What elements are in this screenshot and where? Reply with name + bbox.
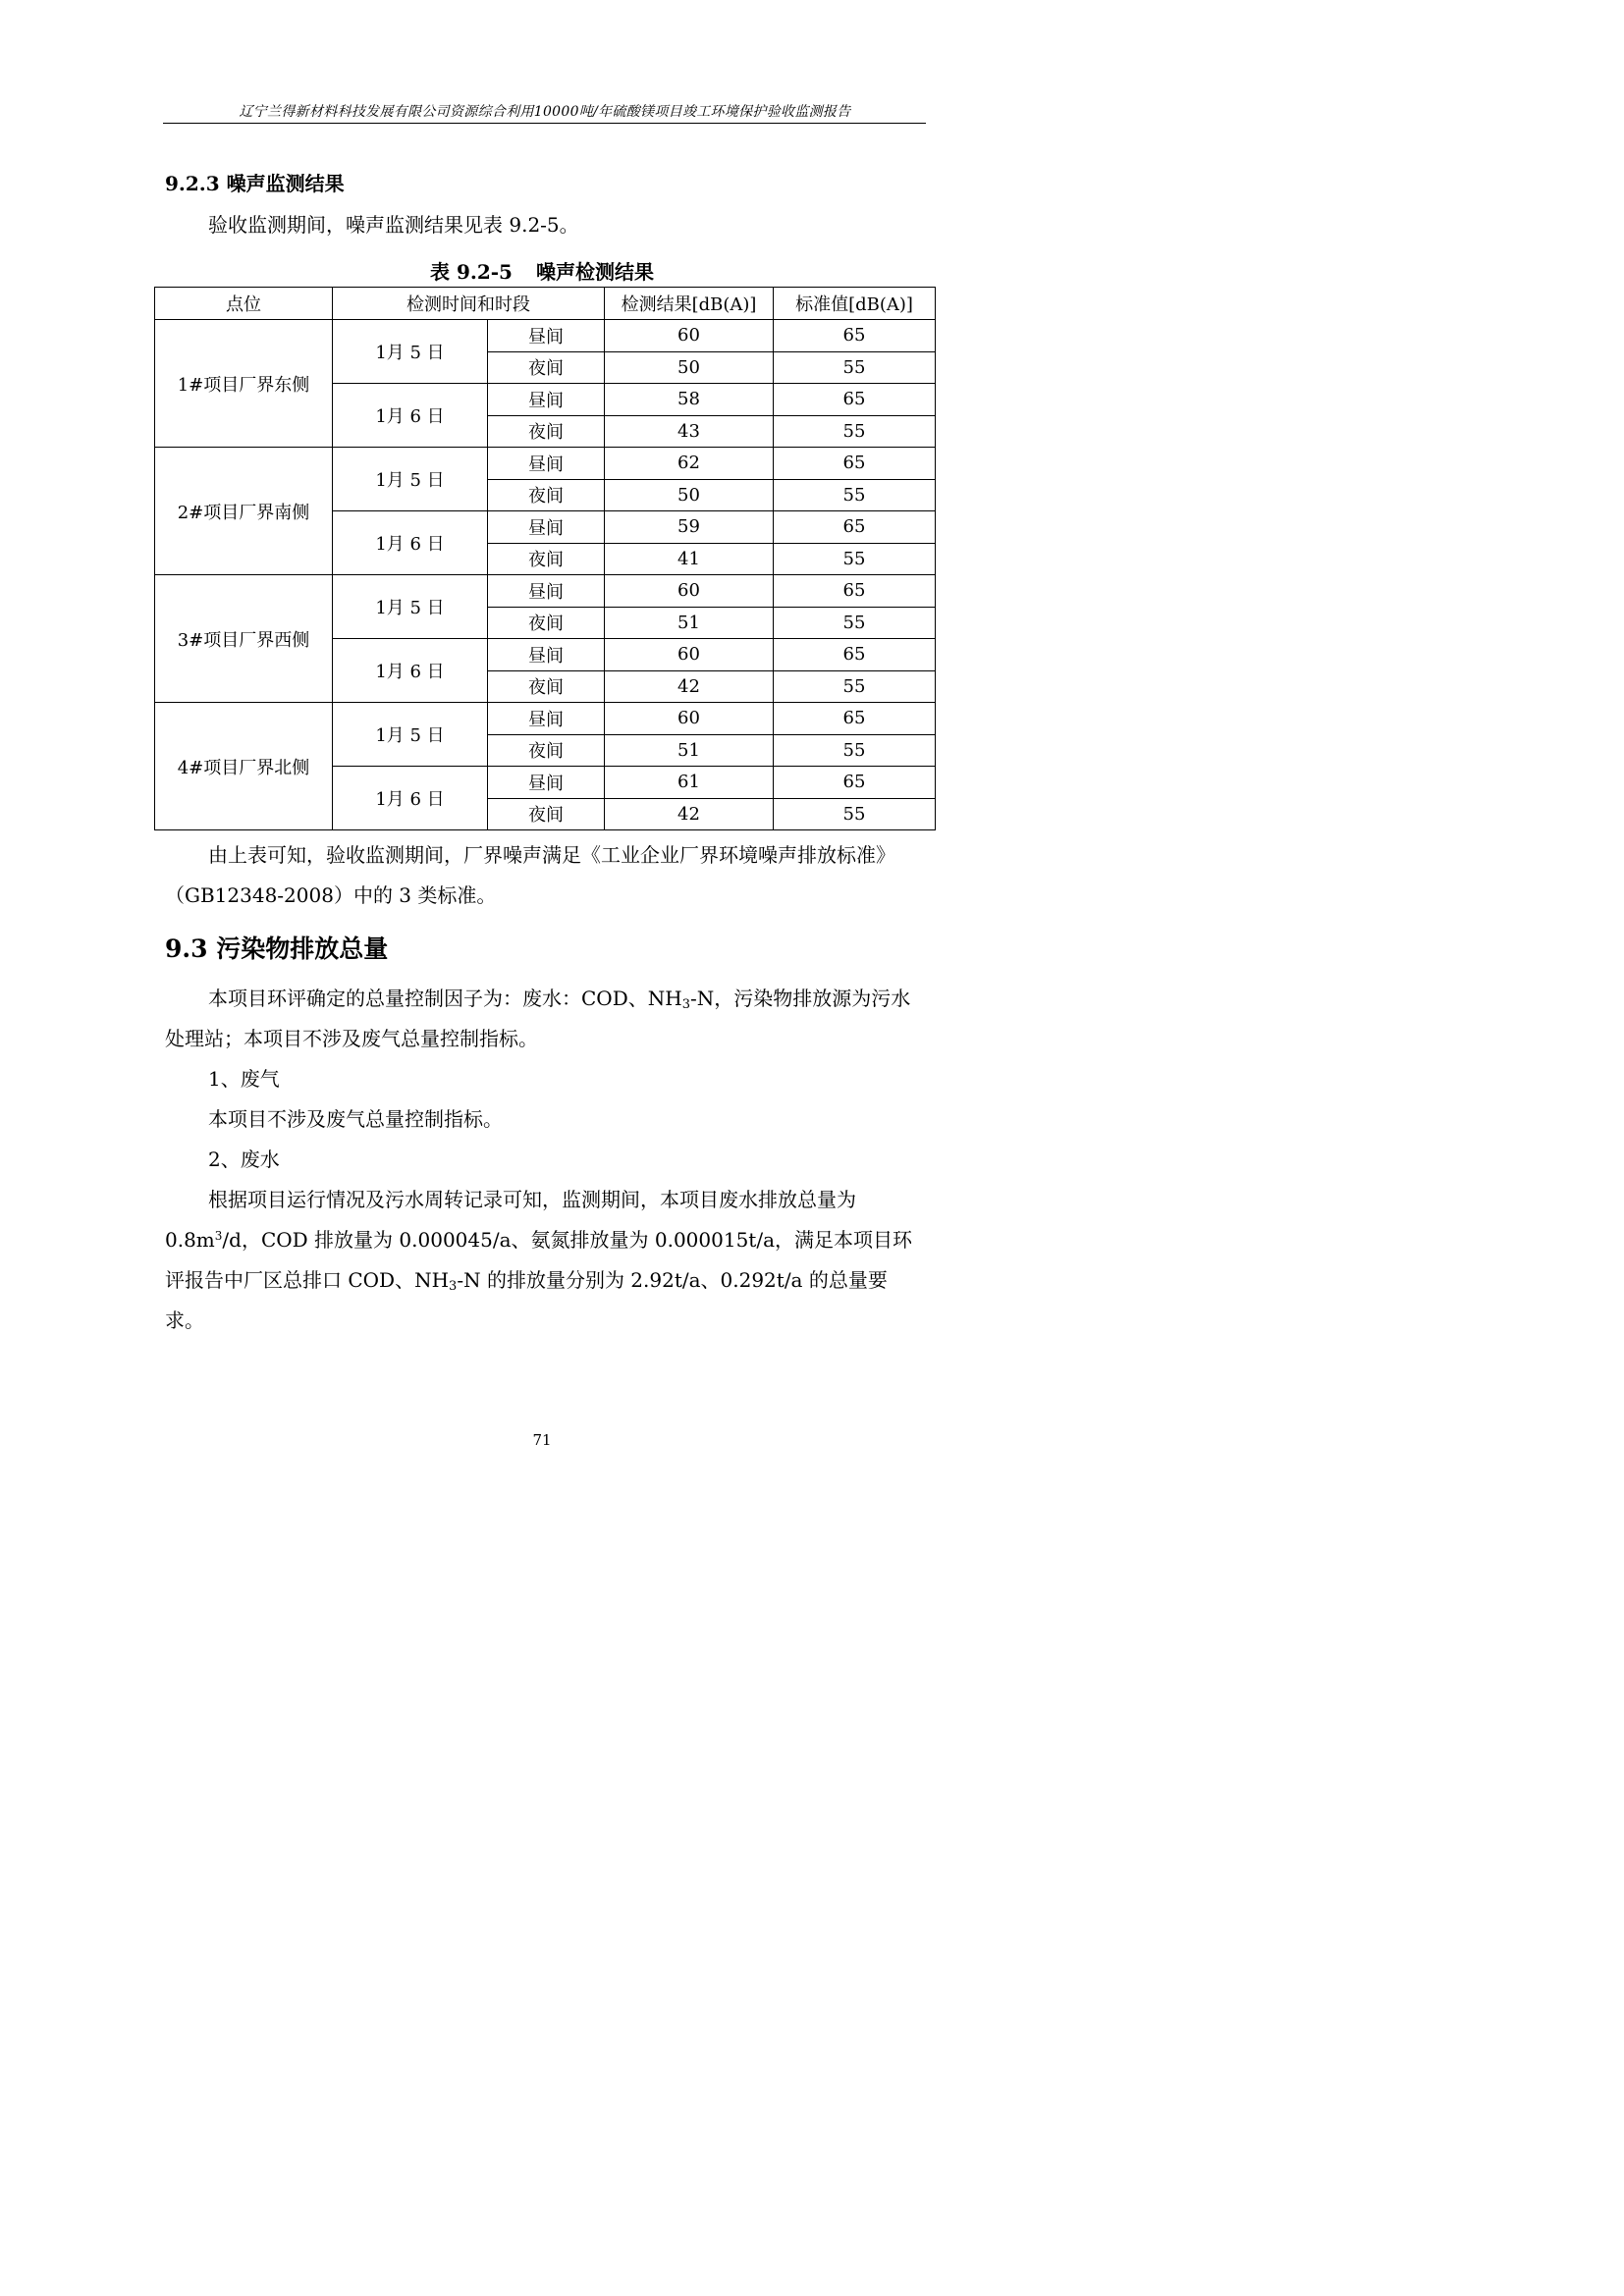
standard-cell: 55 xyxy=(774,543,936,575)
standard-cell: 55 xyxy=(774,351,936,384)
point-name-cell: 3#项目厂界西侧 xyxy=(155,575,333,703)
period-cell: 夜间 xyxy=(488,734,605,767)
standard-cell: 65 xyxy=(774,575,936,608)
result-cell: 42 xyxy=(605,798,774,830)
total-control-paragraph xyxy=(165,979,913,1059)
section-heading-9-2-3: 9.2.3 噪声监测结果 xyxy=(165,172,345,195)
result-cell: 42 xyxy=(605,670,774,703)
section-heading-9-3: 9.3 污染物排放总量 xyxy=(165,934,389,963)
result-cell: 60 xyxy=(605,320,774,352)
header-time: 检测时间和时段 xyxy=(333,288,605,320)
standard-cell: 55 xyxy=(774,798,936,830)
result-cell: 60 xyxy=(605,575,774,608)
result-cell: 62 xyxy=(605,448,774,480)
header-standard: 标准值[dB(A)] xyxy=(774,288,936,320)
point-name-cell: 1#项目厂界东侧 xyxy=(155,320,333,448)
date-cell: 1月 5 日 xyxy=(333,320,488,384)
result-cell: 59 xyxy=(605,511,774,544)
page-number: 71 xyxy=(532,1431,552,1449)
standard-cell: 65 xyxy=(774,448,936,480)
period-cell: 昼间 xyxy=(488,511,605,544)
result-cell: 51 xyxy=(605,734,774,767)
table-row xyxy=(155,575,936,608)
table-row xyxy=(155,703,936,735)
header-point: 点位 xyxy=(155,288,333,320)
total-control-text-a: 本项目环评确定的总量控制因子为：废水：COD、NH xyxy=(208,987,682,1010)
table-caption-number: 表 9.2-5 xyxy=(430,260,513,284)
result-cell: 50 xyxy=(605,479,774,511)
date-cell: 1月 6 日 xyxy=(333,767,488,830)
result-cell: 41 xyxy=(605,543,774,575)
result-cell: 61 xyxy=(605,767,774,799)
table-caption xyxy=(0,256,1084,285)
document-page xyxy=(0,0,1084,1533)
standard-cell: 65 xyxy=(774,384,936,416)
noise-results-table xyxy=(154,287,936,830)
date-cell: 1月 6 日 xyxy=(333,511,488,575)
header-rule xyxy=(163,123,926,124)
standard-cell: 65 xyxy=(774,767,936,799)
item-1-text: 本项目不涉及废气总量控制指标。 xyxy=(208,1107,503,1131)
period-cell: 夜间 xyxy=(488,670,605,703)
table-row xyxy=(155,448,936,480)
point-name-cell: 2#项目厂界南侧 xyxy=(155,448,333,575)
result-cell: 58 xyxy=(605,384,774,416)
period-cell: 昼间 xyxy=(488,384,605,416)
item-2-title: 2、废水 xyxy=(208,1148,280,1171)
table-conclusion-paragraph: 由上表可知，验收监测期间，厂界噪声满足《工业企业厂界环境噪声排放标准》（GB12348-2008）中的 3 类标准。 xyxy=(165,843,895,907)
standard-cell: 65 xyxy=(774,511,936,544)
standard-cell: 55 xyxy=(774,415,936,448)
result-cell: 60 xyxy=(605,639,774,671)
period-cell: 昼间 xyxy=(488,639,605,671)
period-cell: 夜间 xyxy=(488,415,605,448)
period-cell: 夜间 xyxy=(488,543,605,575)
result-cell: 51 xyxy=(605,607,774,639)
period-cell: 昼间 xyxy=(488,448,605,480)
total-control-text-b: -N，污染物排放源为污水处理站；本项目不涉及废气总量控制指标。 xyxy=(165,987,911,1050)
period-cell: 昼间 xyxy=(488,767,605,799)
m3-superscript: 3 xyxy=(214,1229,223,1243)
period-cell: 夜间 xyxy=(488,607,605,639)
standard-cell: 55 xyxy=(774,479,936,511)
standard-cell: 65 xyxy=(774,320,936,352)
item-1-title: 1、废气 xyxy=(208,1067,280,1091)
header-result: 检测结果[dB(A)] xyxy=(605,288,774,320)
table-header-row xyxy=(155,288,936,320)
wastewater-text-c: -N 的排放量分别为 2.92t/a、0.292t/a 的总量要求。 xyxy=(165,1268,888,1332)
section-intro-paragraph: 验收监测期间，噪声监测结果见表 9.2-5。 xyxy=(208,213,579,237)
period-cell: 昼间 xyxy=(488,703,605,735)
result-cell: 43 xyxy=(605,415,774,448)
standard-cell: 55 xyxy=(774,670,936,703)
period-cell: 昼间 xyxy=(488,575,605,608)
nh3-subscript: 3 xyxy=(681,997,690,1012)
period-cell: 昼间 xyxy=(488,320,605,352)
point-name-cell: 4#项目厂界北侧 xyxy=(155,703,333,830)
standard-cell: 55 xyxy=(774,734,936,767)
wastewater-text-a: 根据项目运行情况及污水周转记录可知，监测期间，本项目废水排放总量为 0.8m xyxy=(165,1188,856,1252)
period-cell: 夜间 xyxy=(488,479,605,511)
table-row xyxy=(155,320,936,352)
date-cell: 1月 5 日 xyxy=(333,448,488,511)
nh3-subscript: 3 xyxy=(449,1279,458,1294)
date-cell: 1月 6 日 xyxy=(333,639,488,703)
table-caption-title: 噪声检测结果 xyxy=(535,260,654,284)
date-cell: 1月 5 日 xyxy=(333,575,488,639)
wastewater-text-b: /d，COD 排放量为 0.000045/a、氨氮排放量为 0.000015t/a，满足本项目环评报告中厂区总排口 COD、NH xyxy=(165,1228,912,1292)
date-cell: 1月 5 日 xyxy=(333,703,488,767)
standard-cell: 55 xyxy=(774,607,936,639)
period-cell: 夜间 xyxy=(488,798,605,830)
result-cell: 50 xyxy=(605,351,774,384)
date-cell: 1月 6 日 xyxy=(333,384,488,448)
standard-cell: 65 xyxy=(774,639,936,671)
standard-cell: 65 xyxy=(774,703,936,735)
wastewater-paragraph xyxy=(165,1180,913,1341)
running-header: 辽宁兰得新材料科技发展有限公司资源综合利用10000吨/年硫酸镁项目竣工环境保护验收监测报告 xyxy=(239,104,851,120)
period-cell: 夜间 xyxy=(488,351,605,384)
result-cell: 60 xyxy=(605,703,774,735)
